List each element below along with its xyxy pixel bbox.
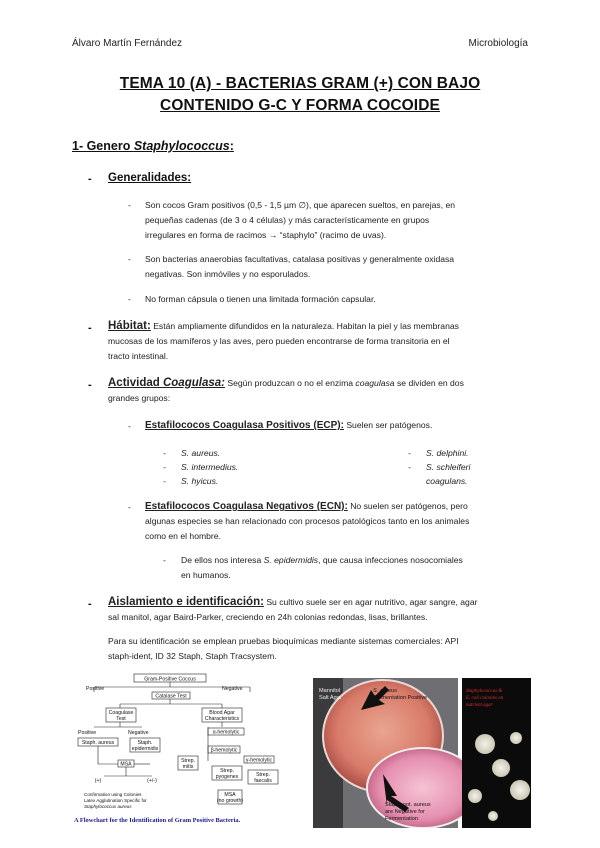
habitat-paragraph [108, 319, 528, 364]
bullet-marker: - [128, 502, 131, 512]
fc-blood-l2: Characteristics [204, 716, 240, 722]
text-line: Para su identificación se emplean pruebas bioquímicas mediante sistemas comerciales: API [108, 636, 459, 646]
generalidades-para-2 [145, 252, 515, 282]
fc-plus: (+) [94, 778, 102, 784]
fc-positive: Positive [86, 686, 105, 692]
colony [468, 789, 482, 803]
photo-right-l1: Staphylococcus & [466, 689, 503, 694]
dash-bullet: - [88, 173, 92, 185]
fc-sfae-l1: Strep. [256, 772, 270, 778]
text-line: staph-ident, ID 32 Staph, Staph Tracsystem. [108, 651, 277, 661]
fc-sepi-l2: epidermidis [131, 746, 159, 752]
fc-sepi-l1: Staph. [137, 740, 153, 746]
colony [510, 732, 522, 744]
fc-spyo-l2: pyogenes [215, 774, 239, 780]
dash-bullet: - [88, 598, 92, 610]
fc-confirm-l2: Latex Agglutination Specific for [84, 798, 147, 803]
text-line: como en el hombre. [145, 531, 221, 541]
section-heading [72, 139, 234, 153]
text-line: tracto intestinal. [108, 351, 169, 361]
text-span: se dividen en dos [394, 378, 464, 388]
colony [475, 734, 495, 754]
photo-top-l1: S. aureus [373, 688, 397, 694]
text-span-italic: S. epidermidis [263, 555, 319, 565]
bullet-marker: - [128, 254, 131, 264]
fc-strep-l2: mitis [182, 764, 194, 770]
header-author: Álvaro Martín Fernández [72, 38, 183, 49]
list-marker: - [163, 448, 166, 458]
photo-bottom-l3: Fermentation [385, 816, 418, 822]
fc-catalase: Catalase Test [155, 693, 187, 700]
text-line: mucosas de los mamíferos y las aves, pero pueden encontrarse de forma transitoria en el [108, 336, 450, 346]
text-line: en humanos. [181, 570, 231, 580]
text-line [108, 595, 528, 610]
section-prefix: 1- Genero [72, 139, 134, 153]
list-item: S. delphini. [426, 448, 469, 458]
ecn-sub-paragraph [181, 553, 541, 583]
fc-spyo-l1: Strep. [220, 768, 234, 774]
photo-agar-l2: Salt Agar [319, 695, 342, 701]
flowchart-figure [72, 672, 304, 828]
coagulasa-paragraph [108, 376, 528, 406]
text-line: negativas. Son inmóviles y no esporulados. [145, 269, 311, 279]
section-genus: Staphylococcus [133, 139, 230, 153]
text-line [181, 553, 541, 568]
photo-right-l2: E. coli colonies on [466, 696, 504, 701]
text-line: algunas especies se han relacionado con procesos patológicos tanto en los animales [145, 516, 470, 526]
text-line: Son bacterias anaerobias facultativas, catalasa positivas y generalmente oxidasa [145, 254, 455, 264]
page-title-line1: TEMA 10 (A) - BACTERIAS GRAM (+) CON BAJO [119, 75, 481, 92]
ecp-left-list [181, 446, 238, 488]
heading-part: Actividad [108, 377, 163, 389]
text-line: grandes grupos: [108, 393, 171, 403]
list-item: S. schleiferi [426, 462, 471, 472]
bullet-marker: - [163, 555, 166, 565]
fc-blood-l1: Blood Agar [209, 710, 235, 716]
ecp-text: Suelen ser patógenos. [346, 420, 433, 430]
bullet-marker: - [128, 200, 131, 210]
fc-pos2: Positive [78, 730, 97, 736]
fc-root: Gram-Positive Coccus [144, 676, 196, 683]
photo-top-l2: Fermentation Positive [373, 695, 428, 701]
fc-sfae-l2: faecalis [254, 778, 272, 784]
colony [492, 759, 510, 777]
text-line: pequeñas cadenas (de 3 o 4 células) y más característicamente en grupos [145, 215, 430, 225]
section-suffix: : [229, 139, 234, 153]
photo-agar-l1: Mannitol [319, 688, 341, 694]
text-line: sal manitol, agar Baird-Parker, creciendo en 24h colonias redondas, lisas, brillantes. [108, 612, 428, 622]
dash-bullet: - [88, 379, 92, 391]
bullet-marker: - [128, 421, 131, 431]
fc-bhemo: β-hemolytic [210, 747, 238, 754]
fc-strep-l1: Strep. [181, 758, 195, 764]
text-span: De ellos nos interesa [181, 555, 264, 565]
ecp-right-list [426, 446, 470, 488]
coagulasa-heading [108, 377, 225, 389]
list-item: S. hyicus. [181, 476, 219, 486]
list-marker: - [408, 448, 411, 458]
ecn-heading: Estafilococos Coagulasa Negativos (ECN): [145, 501, 348, 512]
text-span: , que causa infecciones nosocomiales [318, 555, 463, 565]
text-line: irregulares en forma de racimos → “staphylo” (racimo de uvas). [145, 230, 387, 240]
fc-coag-l2: Test [116, 716, 126, 722]
text-line [108, 376, 528, 391]
list-marker: - [163, 476, 166, 486]
generalidades-para-1 [145, 198, 515, 243]
fc-ghemo: γ-hemolytic [245, 757, 273, 764]
aislamiento-paragraph [108, 595, 528, 625]
list-item: S. intermedius. [181, 462, 239, 472]
header-subject: Microbiología [468, 38, 528, 49]
fc-negative: Negative [222, 686, 243, 692]
photo-bottom-l1: Staph. not. aureus [385, 802, 431, 808]
generalidades-para-3: No forman cápsula o tienen una limitada formación capsular. [145, 294, 376, 304]
colony [488, 811, 498, 821]
text-line: Son cocos Gram positivos (0,5 - 1,5 µm ∅), que aparecen sueltos, en parejas, en [145, 200, 456, 210]
photo-bottom-l2: are Negative for [385, 809, 425, 815]
fc-confirm-l3: Staphylococcus aureus [84, 804, 132, 809]
colony [510, 780, 530, 800]
photo-right-l3: nutrient agar [466, 703, 493, 708]
fc-minus: (+/-) [147, 778, 157, 784]
heading-part-italic: Coagulasa: [162, 377, 225, 389]
fc-saureus: Staph. aureus [81, 740, 115, 746]
bullet-marker: - [128, 294, 131, 304]
identificacion-paragraph [108, 634, 528, 664]
text-span: No suelen ser patógenos, pero [350, 501, 468, 511]
fc-nogrowth: (no growth) [216, 798, 244, 804]
list-item: coagulans. [426, 476, 468, 486]
generalidades-heading: Generalidades: [108, 172, 192, 184]
list-marker: - [408, 462, 411, 472]
list-item: S. aureus. [181, 448, 221, 458]
list-marker: - [163, 462, 166, 472]
dash-bullet: - [88, 322, 92, 334]
fc-msa2: MSA [224, 792, 236, 798]
fc-confirm-l1: Confirmation using Colonies [84, 792, 142, 797]
page-title-line2: CONTENIDO G-C Y FORMA COCOIDE [160, 97, 440, 114]
ecp-left-markers [163, 446, 166, 488]
ecn-paragraph [145, 499, 535, 544]
agar-photo-figure [313, 678, 531, 828]
text-span: Su cultivo suele ser en agar nutritivo, agar sangre, agar [266, 597, 478, 607]
text-span: Según produzcan o no el enzima [227, 378, 356, 388]
habitat-heading: Hábitat: [108, 320, 151, 332]
aislamiento-heading: Aislamiento e identificación: [108, 596, 264, 608]
fc-ahemo: α-hemolytic [212, 729, 240, 736]
text-line [108, 319, 528, 334]
fc-coag-l1: Coagulase [108, 710, 134, 716]
ecp-heading: Estafilococos Coagulasa Positivos (ECP): [145, 420, 344, 431]
ecp-right-markers [408, 446, 411, 474]
text-line [145, 499, 535, 514]
fc-msa: MSA [120, 761, 132, 768]
text-span: Están ampliamente difundidos en la naturaleza. Habitan la piel y las membranas [153, 321, 459, 331]
text-span-italic: coagulasa [355, 378, 395, 388]
fc-caption: A Flowchart for the Identification of Gram Positive Bacteria. [74, 817, 241, 824]
ecp-line [145, 418, 525, 433]
fc-neg2: Negative [128, 730, 149, 736]
